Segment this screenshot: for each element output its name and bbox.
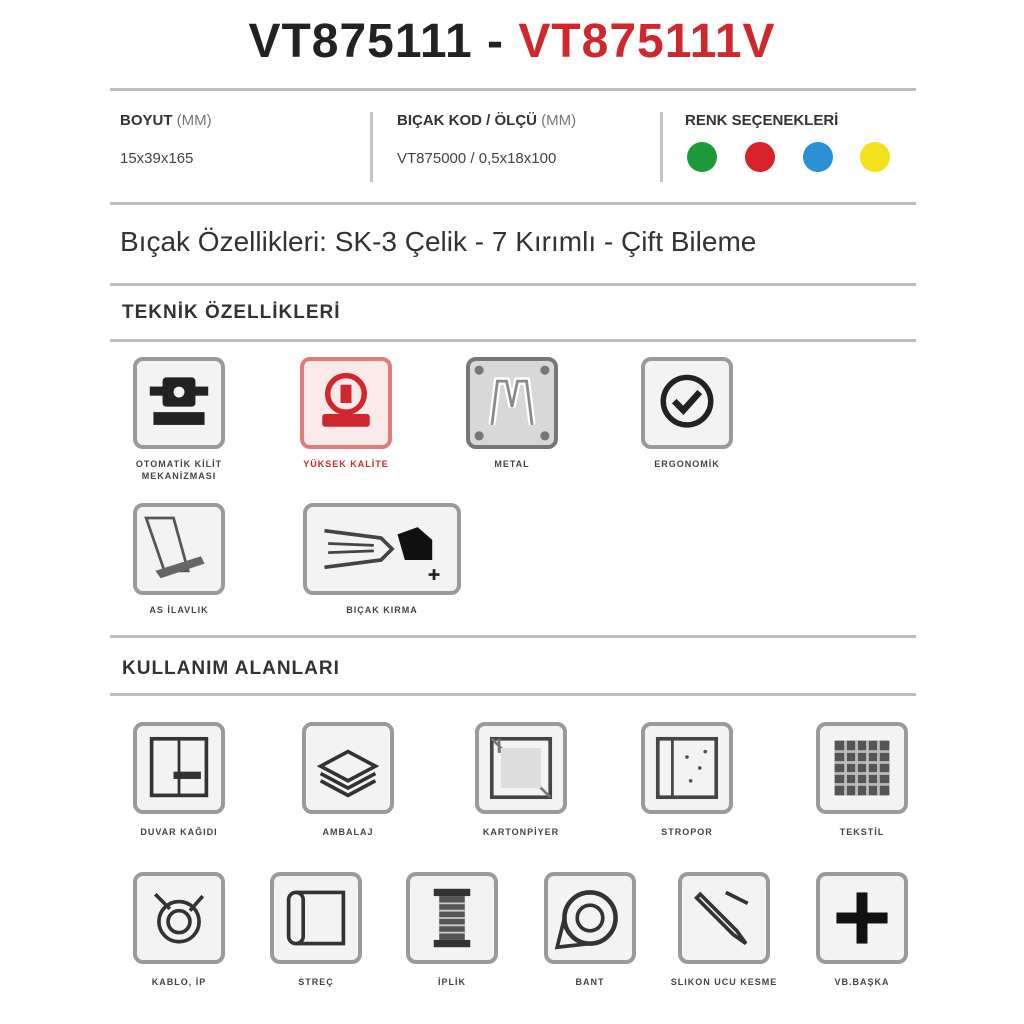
color-swatch-yellow[interactable]: [860, 142, 890, 172]
stretch-film-icon: [270, 872, 362, 964]
usage-caption-3: STROPOR: [661, 827, 713, 837]
tech-caption-1: YÜKSEK KALİTE: [303, 459, 389, 469]
product-code: VT875111 -: [248, 15, 519, 68]
usage-caption-4: TEKSTİL: [839, 827, 885, 837]
usage-caption-6: STREÇ: [298, 977, 334, 987]
tape-roll-icon: [544, 872, 636, 964]
blade-label: BIÇAK KOD / ÖLÇÜ (MM): [397, 112, 577, 129]
size-label: BOYUT (MM): [120, 112, 212, 129]
tech-caption-0: OTOMATİK KİLİT MEKANİZMASI: [135, 459, 223, 481]
blade-value: VT875000 / 0,5x18x100: [397, 150, 557, 167]
usage-caption-0: DUVAR KAĞIDI: [140, 827, 218, 837]
usage-caption-8: BANT: [575, 977, 605, 987]
silicone-tip-icon: [678, 872, 770, 964]
wallpaper-icon: [133, 722, 225, 814]
tech-caption-2: METAL: [494, 459, 530, 469]
tech-caption-5: BIÇAK KIRMA: [346, 605, 418, 615]
divider: [110, 693, 916, 696]
divider: [110, 635, 916, 638]
high-quality-badge-icon: [300, 357, 392, 449]
color-swatch-green[interactable]: [687, 142, 717, 172]
usage-caption-7: İPLİK: [437, 977, 466, 987]
usage-caption-2: KARTONPİYER: [482, 827, 560, 837]
usage-heading: KULLANIM ALANLARI: [122, 658, 340, 679]
product-title: [0, 14, 1024, 69]
usage-caption-1: AMBALAJ: [322, 827, 374, 837]
technical-heading: TEKNİK ÖZELLİKLERİ: [122, 302, 341, 323]
tech-caption-3: ERGONOMİK: [654, 459, 720, 469]
textile-icon: [816, 722, 908, 814]
blade-features: Bıçak Özellikleri: SK-3 Çelik - 7 Kırımlı - Çift Bileme: [120, 226, 757, 257]
ergonomic-check-icon: [641, 357, 733, 449]
thread-spool-icon: [406, 872, 498, 964]
color-swatch-red[interactable]: [745, 142, 775, 172]
divider: [660, 112, 663, 182]
cable-icon: [133, 872, 225, 964]
product-code-variant: VT875111V: [518, 15, 776, 68]
blade-angle-icon: [133, 503, 225, 595]
divider: [110, 202, 916, 205]
divider: [110, 283, 916, 286]
usage-caption-10: VB.BAŞKA: [834, 977, 890, 987]
color-swatch-blue[interactable]: [803, 142, 833, 172]
size-value: 15x39x165: [120, 150, 194, 167]
color-options-label: RENK SEÇENEKLERİ: [685, 112, 839, 129]
divider: [370, 112, 373, 182]
auto-lock-icon: [133, 357, 225, 449]
divider: [110, 339, 916, 342]
metal-icon: [466, 357, 558, 449]
packaging-icon: [302, 722, 394, 814]
blade-snap-icon: [303, 503, 461, 595]
usage-caption-9: SLIKON UCU KESME: [670, 977, 778, 987]
plus-icon: [816, 872, 908, 964]
styrofoam-icon: [641, 722, 733, 814]
divider: [110, 88, 916, 91]
cornice-icon: [475, 722, 567, 814]
tech-caption-4: AS İLAVLIK: [149, 605, 209, 615]
usage-caption-5: KABLO, İP: [151, 977, 207, 987]
